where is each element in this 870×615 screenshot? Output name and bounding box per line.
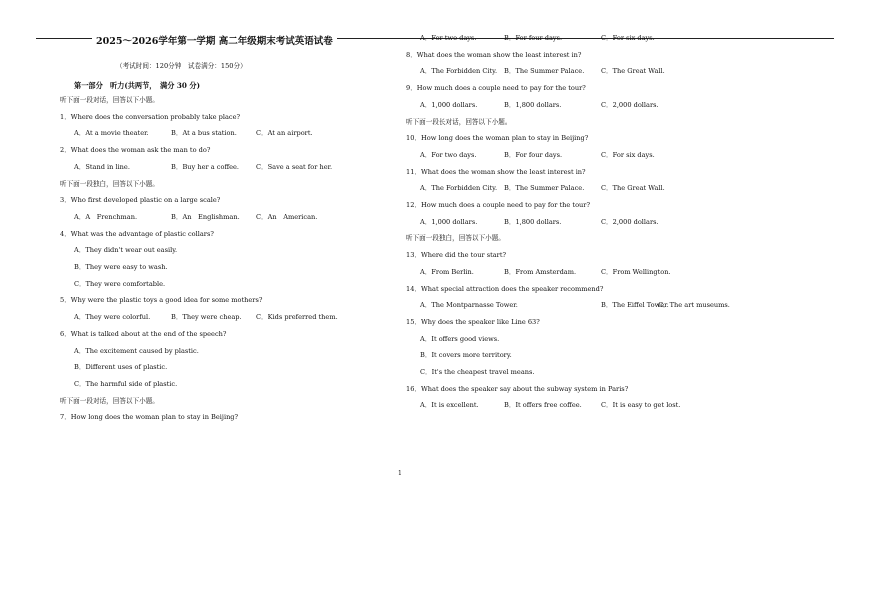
question-text: 2．What does the woman ask the man to do? <box>60 146 211 155</box>
question-text: 1．Where does the conversation probably take place? <box>60 112 241 121</box>
answer-option: C．The harmful side of plastic. <box>74 379 178 388</box>
question-text: 12．How much does a couple need to pay for the tour? <box>406 201 590 209</box>
question-text: 14．What special attraction does the speaker recommend? <box>406 284 604 293</box>
exam-meta: （考试时间：120分钟 试卷满分：150分） <box>116 62 247 70</box>
answer-option: C．It is easy to get lost. <box>601 401 681 410</box>
answer-option: C．2,000 dollars. <box>601 217 659 226</box>
question-text: 16．What does the speaker say about the subway system in Paris? <box>406 384 629 393</box>
answer-option: C．2,000 dollars. <box>601 100 659 109</box>
question-text: 3．Who first developed plastic on a large scale? <box>60 196 221 205</box>
answer-option: C．It's the cheapest travel means. <box>420 368 535 376</box>
answer-option: A．1,000 dollars. <box>420 100 478 109</box>
answer-option: A．It offers good views. <box>420 334 500 343</box>
instruction-text: 听下面一段独白，回答以下小题。 <box>406 234 505 243</box>
question-text: 8．What does the woman show the least interest in? <box>406 50 582 59</box>
answer-option: B．Buy her a coffee. <box>171 162 240 171</box>
answer-option: A．The Forbidden City. <box>420 184 498 193</box>
answer-option: B．It offers free coffee. <box>504 401 582 410</box>
page-title: 2025～2026学年第一学期 高二年级期末考试英语试卷 <box>92 33 337 47</box>
answer-option: A．The Forbidden City. <box>420 67 498 76</box>
instruction-text: 听下面一段长对话，回答以下小题。 <box>406 117 512 126</box>
question-text: 9．How much does a couple need to pay for the tour? <box>406 84 586 93</box>
question-text: 13．Where did the tour start? <box>406 251 507 260</box>
answer-option: A．The excitement caused by plastic. <box>74 346 199 355</box>
answer-option: A．A Frenchman. <box>74 212 138 221</box>
page-number: 1 <box>398 470 402 477</box>
answer-option: B．The Eiffel Tower. <box>601 301 669 310</box>
answer-option: A．At a movie theater. <box>74 129 149 138</box>
answer-option: A．It is excellent. <box>420 401 479 410</box>
instruction-text: 听下面一段独白，回答以下小题。 <box>60 179 159 188</box>
answer-option: C．The Great Wall. <box>601 184 665 193</box>
question-text: 5．Why were the plastic toys a good idea for some mothers? <box>60 296 263 305</box>
answer-option: C．Save a seat for her. <box>256 162 333 171</box>
answer-option: B．They were cheap. <box>171 313 242 322</box>
answer-option: B．The Summer Palace. <box>504 184 585 193</box>
answer-option: C．They were comfortable. <box>74 279 166 288</box>
answer-option: C．An American. <box>256 212 318 221</box>
answer-option: A．From Berlin. <box>420 267 474 276</box>
answer-option: B．For four days. <box>504 150 563 159</box>
question-text: 4．What was the advantage of plastic collars? <box>60 229 214 238</box>
answer-option: B．An Englishman. <box>171 212 240 221</box>
instruction-text: 听下面一段对话，回答以下小题。 <box>60 396 159 405</box>
answer-option: C．For six days. <box>601 150 655 159</box>
answer-option: B．For four days. <box>504 34 563 42</box>
answer-option: C．Kids preferred them. <box>256 313 338 322</box>
section-heading: 第一部分 听力(共两节， 满分 30 分) <box>74 81 201 90</box>
answer-option: C．The Great Wall. <box>601 67 665 76</box>
answer-option: A．They were colorful. <box>74 313 151 322</box>
question-text: 7．How long does the woman plan to stay in Beijing? <box>60 413 239 422</box>
answer-option: A．The Montparnasse Tower. <box>420 301 518 310</box>
answer-option: A．For two days. <box>420 150 477 159</box>
answer-option: A．Stand in line. <box>74 162 130 171</box>
question-text: 11．What does the woman show the least interest in? <box>406 167 586 176</box>
answer-option: A．They didn't wear out easily. <box>74 246 178 255</box>
answer-option: B．1,800 dollars. <box>504 100 562 109</box>
answer-option: B．From Amsterdam. <box>504 267 577 276</box>
answer-option: B．The Summer Palace. <box>504 67 585 76</box>
question-text: 15．Why does the speaker like Line 63? <box>406 317 540 326</box>
answer-option: C．The art museums. <box>658 301 730 310</box>
answer-option: A．For two days. <box>420 34 477 42</box>
answer-option: B．It covers more territory. <box>420 351 512 360</box>
answer-option: B．At a bus station. <box>171 129 237 138</box>
answer-option: C．At an airport. <box>256 129 313 138</box>
answer-option: B．1,800 dollars. <box>504 217 562 226</box>
question-text: 10．How long does the woman plan to stay in Beijing? <box>406 134 589 143</box>
answer-option: B．They were easy to wash. <box>74 263 168 271</box>
instruction-text: 听下面一段对话，回答以下小题。 <box>60 96 159 104</box>
answer-option: A．1,000 dollars. <box>420 217 478 226</box>
question-text: 6．What is talked about at the end of the speech? <box>60 329 227 338</box>
answer-option: C．For six days. <box>601 34 655 42</box>
answer-option: C．From Wellington. <box>601 267 671 276</box>
answer-option: B．Different uses of plastic. <box>74 363 168 372</box>
